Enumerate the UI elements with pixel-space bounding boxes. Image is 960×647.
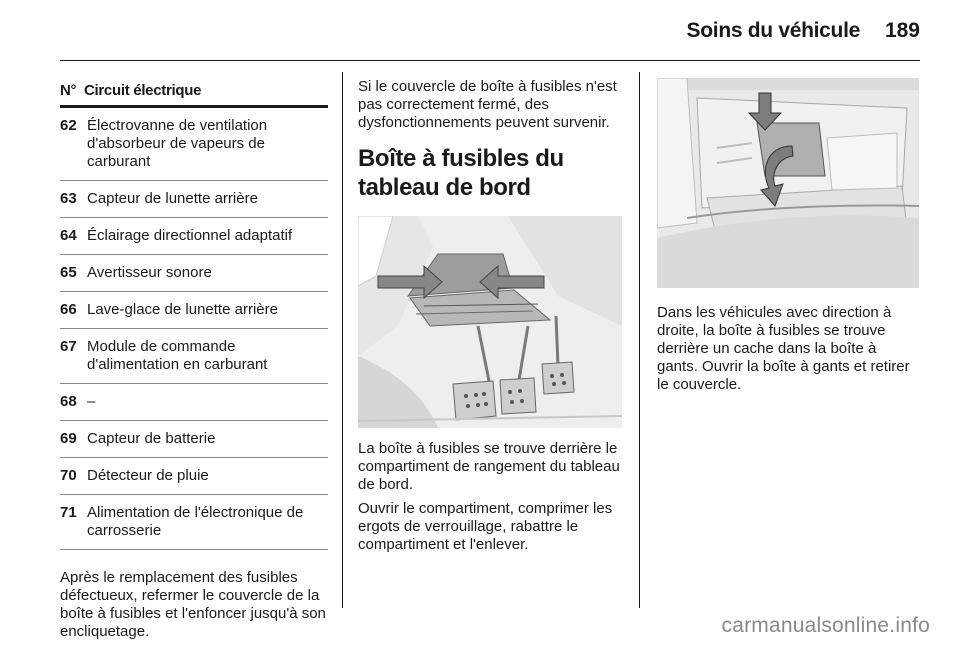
row-divider [60,254,328,255]
row-divider [60,420,328,421]
fuse-number: 69 [60,430,77,447]
row-divider [60,549,328,550]
watermark: carmanualsonline.info [721,614,930,637]
page-title: Soins du véhicule [686,19,860,42]
fuse-circuit: Détecteur de pluie [87,467,209,484]
fuse-circuit: Lave-glace de lunette arrière [87,301,278,318]
table-row [60,467,328,485]
page-number: 189 [884,19,920,42]
fuse-circuit: Capteur de lunette arrière [87,190,258,207]
table-row [60,504,328,540]
fuse-circuit: Capteur de batterie [87,430,216,447]
rhd-instructions: Dans les véhicules avec direction à droite, la boîte à fusibles se trouve derrière un cache dans la boîte à gants. Ouvrir la boîte à gants et retirer le couvercle. [657,304,910,393]
table-row [60,117,328,171]
fuse-number: 63 [60,190,77,207]
fuse-number: 68 [60,393,77,410]
replacement-note: Après le remplacement des fusibles défectueux, refermer le couvercle de la boîte à fusibles et l'enfoncer jusqu'à son encliquetage. [60,569,326,640]
fuse-circuit: Avertisseur sonore [87,264,212,281]
table-row [60,430,328,448]
row-divider [60,291,328,292]
fuse-table-header-rule [60,105,328,108]
fuse-table-header-no: N° [60,82,77,99]
column-right [657,78,921,400]
column-divider-2 [639,72,640,608]
table-row [60,393,328,411]
table-row [60,190,328,208]
row-divider [60,328,328,329]
fuse-circuit: Alimentation de l'électronique de carrosserie [87,504,304,539]
fuse-number: 65 [60,264,77,281]
fuse-box-location: La boîte à fusibles se trouve derrière le compartiment de rangement du tableau de bord. [358,440,620,493]
fuse-number: 64 [60,227,77,244]
section-heading: Boîte à fusibles du tableau de bord [358,145,564,201]
fuse-number: 71 [60,504,77,521]
removal-instructions: Ouvrir le compartiment, comprimer les ergots de verrouillage, rabattre le compartiment et l'enlever. [358,500,613,553]
fuse-circuit: – [87,393,96,410]
column-left [60,78,328,647]
row-divider [60,457,328,458]
glovebox-fuse-drawing [657,78,919,288]
table-row [60,301,328,319]
fuse-table-header [60,78,328,105]
fuse-circuit: Éclairage directionnel adaptatif [87,227,293,244]
fuse-number: 67 [60,338,77,355]
fuse-number: 66 [60,301,77,318]
header-divider [60,60,920,61]
table-row [60,338,328,374]
column-middle [358,78,622,560]
glovebox-fuse-illustration [657,78,919,288]
dashboard-fuse-illustration [358,216,622,428]
row-divider [60,494,328,495]
column-divider-1 [342,72,343,608]
cover-warning: Si le couvercle de boîte à fusibles n'est pas correctement fermé, des dysfonctionnements peuvent survenir. [358,78,617,131]
fuse-number: 62 [60,117,77,134]
dashboard-fuse-drawing [358,216,622,428]
table-row [60,264,328,282]
row-divider [60,180,328,181]
table-row [60,227,328,245]
fuse-circuit: Électrovanne de ventilation d'absorbeur de vapeurs de carburant [87,117,268,170]
row-divider [60,383,328,384]
fuse-table-header-circuit: Circuit électrique [84,82,202,99]
fuse-circuit: Module de commande d'alimentation en carburant [87,338,268,373]
row-divider [60,217,328,218]
fuse-table [60,78,328,550]
fuse-number: 70 [60,467,77,484]
